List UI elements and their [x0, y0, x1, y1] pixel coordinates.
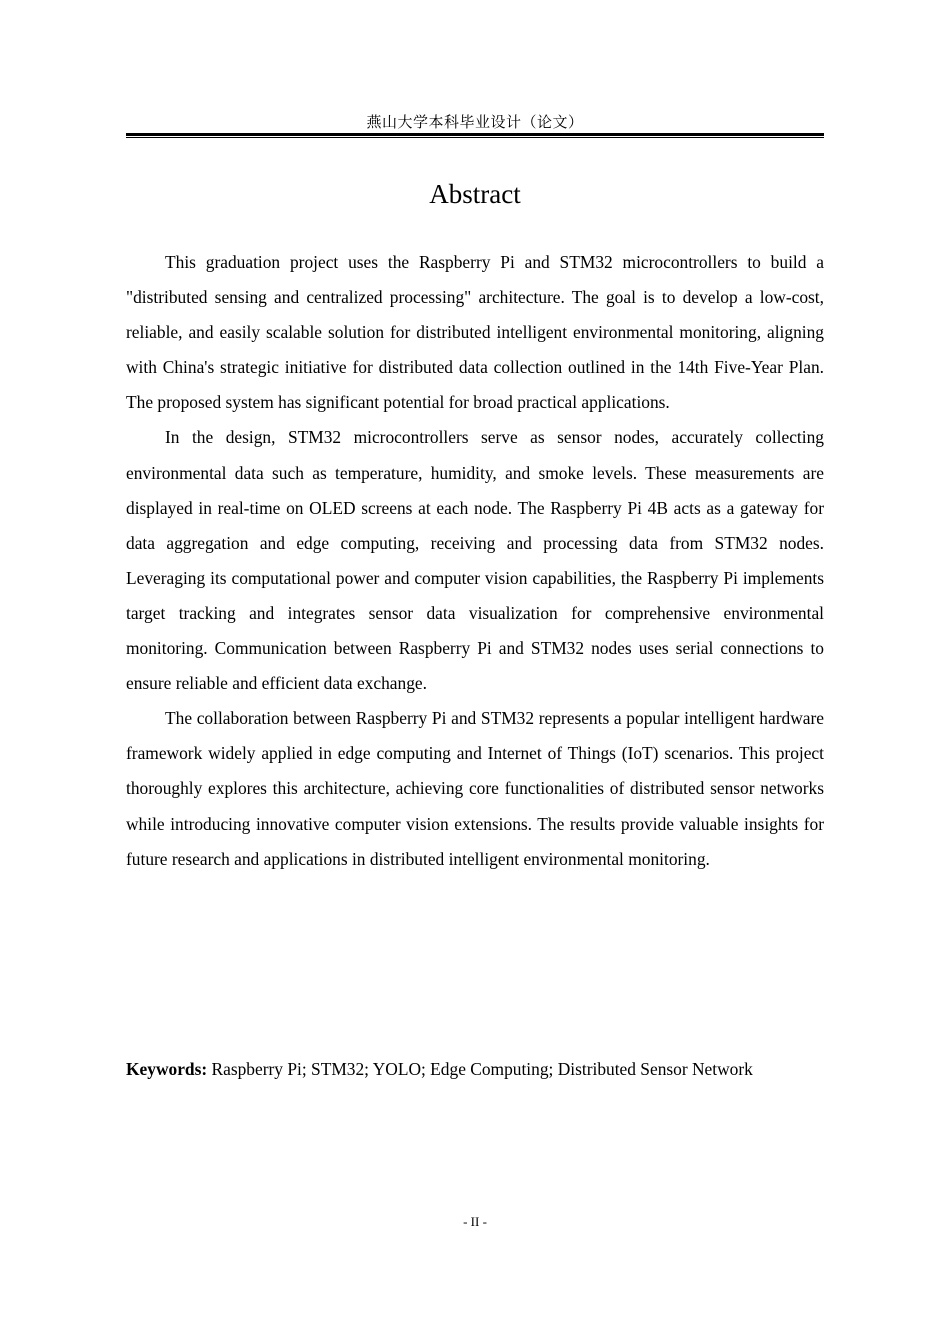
abstract-paragraph-1: This graduation project uses the Raspberry Pi and STM32 microcontrollers to build a "distributed sensing and centralized processing" architecture. The goal is to develop a low-cost, reliable, and easily scalable solution for distributed intelligent environmental monitoring, aligning with China's strategic initiative for distributed data collection outlined in the 14th Five-Year Plan. The proposed system has significant potential for broad practical applications.: [126, 252, 824, 413]
page-header: 燕山大学本科毕业设计（论文）: [366, 115, 584, 131]
keywords-text: Raspberry Pi; STM32; YOLO; Edge Computing; Distributed Sensor Network: [211, 1059, 753, 1079]
header-rule-thin: [126, 137, 824, 138]
abstract-paragraph-3: The collaboration between Raspberry Pi and STM32 represents a popular intelligent hardware framework widely applied in edge computing and Internet of Things (IoT) scenarios. This project thoroughly explores this architecture, achieving core functionalities of distributed sensor networks while introducing innovative computer vision extensions. The results provide valuable insights for future research and applications in distributed intelligent environmental monitoring.: [126, 708, 824, 869]
abstract-title: Abstract: [429, 179, 521, 209]
keywords-line: [126, 1052, 846, 1087]
header-rule-thick: [126, 133, 824, 136]
page-number: - II -: [463, 1214, 487, 1229]
abstract-paragraph-2: In the design, STM32 microcontrollers serve as sensor nodes, accurately collecting environmental data such as temperature, humidity, and smoke levels. These measurements are displayed in real-time on OLED screens at each node. The Raspberry Pi 4B acts as a gateway for data aggregation and edge computing, receiving and processing data from STM32 nodes. Leveraging its computational power and computer vision capabilities, the Raspberry Pi implements target tracking and integrates sensor data visualization for comprehensive environmental monitoring. Communication between Raspberry Pi and STM32 nodes uses serial connections to ensure reliable and efficient data exchange.: [126, 427, 824, 694]
abstract-body: [126, 245, 824, 877]
keywords-label: Keywords:: [126, 1059, 208, 1079]
